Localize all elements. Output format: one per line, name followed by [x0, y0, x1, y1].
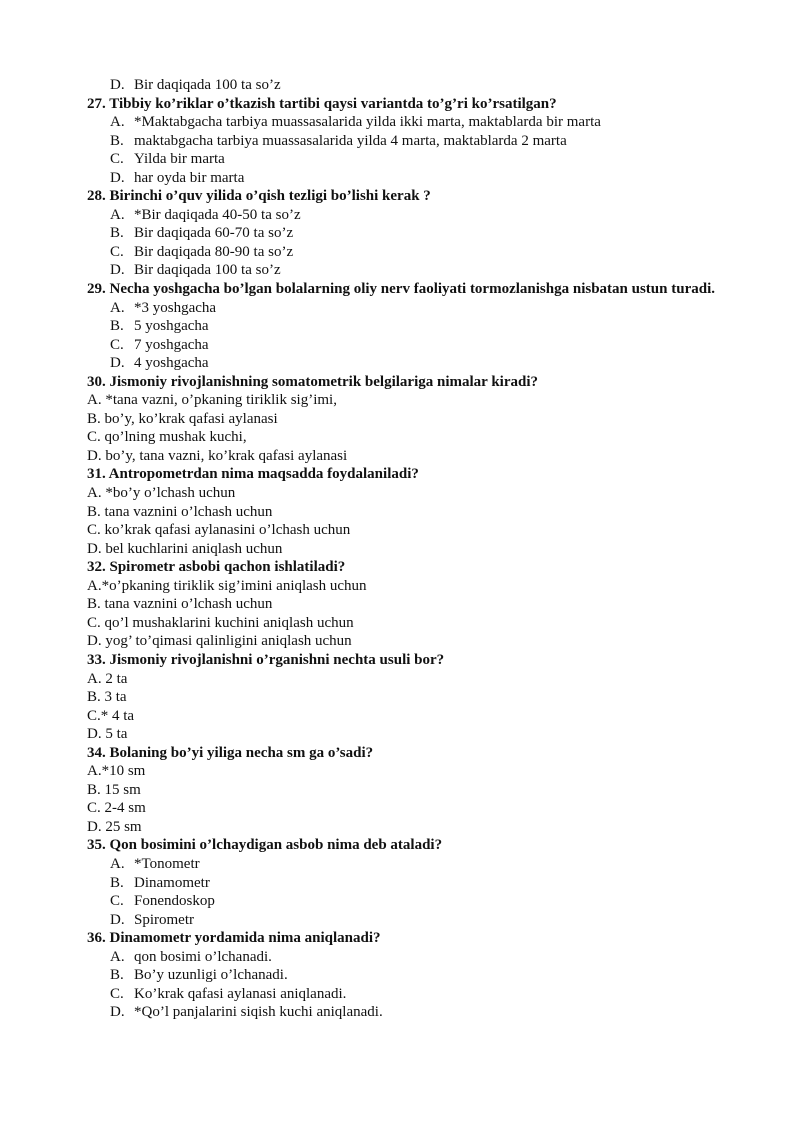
question-text: 27. Tibbiy ko’riklar o’tkazish tartibi qaysi variantda to’g’ri ko’rsatilgan? — [87, 95, 557, 112]
option-text: 4 yoshgacha — [134, 355, 209, 372]
answer-option — [0, 132, 800, 151]
option-text: Ko’krak qafasi aylanasi aniqlanadi. — [134, 985, 347, 1002]
question-text: 36. Dinamometr yordamida nima aniqlanadi? — [87, 930, 381, 947]
answer-option — [0, 966, 800, 985]
answer-option: D. 25 sm — [87, 818, 142, 835]
answer-option — [0, 150, 800, 169]
answer-option — [0, 243, 800, 262]
option-text: Bir daqiqada 80-90 ta so’z — [134, 243, 294, 260]
answer-option — [0, 1003, 800, 1022]
answer-option — [0, 336, 800, 355]
answer-option — [0, 948, 800, 967]
option-letter: A. — [110, 114, 125, 131]
answer-option: D. 5 ta — [87, 726, 128, 743]
answer-option: C.* 4 ta — [87, 707, 135, 724]
question-text: 28. Birinchi o’quv yilida o’qish tezligi bo’lishi kerak ? — [87, 188, 431, 205]
answer-option: B. bo’y, ko’krak qafasi aylanasi — [87, 410, 278, 427]
option-letter: B. — [110, 318, 124, 335]
option-letter: C. — [110, 893, 124, 910]
option-letter: C. — [110, 151, 124, 168]
option-text: har oyda bir marta — [134, 169, 245, 186]
question-text: 33. Jismoniy rivojlanishni o’rganishni nechta usuli bor? — [87, 651, 445, 668]
option-letter: B. — [110, 967, 124, 984]
option-text: 7 yoshgacha — [134, 336, 209, 353]
option-letter: B. — [110, 132, 124, 149]
option-letter: D. — [110, 355, 125, 372]
answer-option: B. tana vaznini o’lchash uchun — [87, 503, 273, 520]
answer-option: A. 2 ta — [87, 670, 128, 687]
question-text: 32. Spirometr asbobi qachon ishlatiladi? — [87, 559, 346, 576]
option-text: Bo’y uzunligi o’lchanadi. — [134, 967, 288, 984]
option-text: Yilda bir marta — [134, 151, 225, 168]
question-text: 35. Qon bosimini o’lchaydigan asbob nima deb ataladi? — [87, 837, 443, 854]
answer-option — [0, 261, 800, 280]
option-letter: A. — [110, 206, 125, 223]
option-text: *3 yoshgacha — [134, 299, 217, 316]
option-text: *Maktabgacha tarbiya muassasalarida yilda ikki marta, maktablarda bir marta — [134, 114, 601, 131]
option-letter: A. — [110, 855, 125, 872]
option-text: qon bosimi o’lchanadi. — [134, 948, 272, 965]
option-text: maktabgacha tarbiya muassasalarida yilda 4 marta, maktablarda 2 marta — [134, 132, 567, 149]
answer-option — [0, 354, 800, 373]
answer-option: B. 15 sm — [87, 781, 141, 798]
option-letter: A. — [110, 299, 125, 316]
option-text: *Bir daqiqada 40-50 ta so’z — [134, 206, 301, 223]
answer-option: C. qo’l mushaklarini kuchini aniqlash uchun — [87, 614, 354, 631]
answer-option — [0, 855, 800, 874]
answer-option: C. qo’lning mushak kuchi, — [87, 429, 247, 446]
answer-option — [0, 892, 800, 911]
option-text: Bir daqiqada 100 ta so’z — [134, 262, 281, 279]
option-letter: A. — [110, 948, 125, 965]
question-text: 30. Jismoniy rivojlanishning somatometrik belgilariga nimalar kiradi? — [87, 373, 538, 390]
question-text: 31. Antropometrdan nima maqsadda foydalaniladi? — [87, 466, 419, 483]
document-page — [0, 76, 800, 1022]
answer-option — [0, 113, 800, 132]
answer-option — [0, 169, 800, 188]
option-letter: B. — [110, 874, 124, 891]
answer-option — [0, 206, 800, 225]
answer-option — [0, 911, 800, 930]
option-letter: C. — [110, 336, 124, 353]
option-text: Bir daqiqada 100 ta so’z — [134, 77, 281, 93]
answer-option: D. bo’y, tana vazni, ko’krak qafasi aylanasi — [87, 447, 348, 464]
answer-option: A. *tana vazni, o’pkaning tiriklik sig’imi, — [87, 392, 337, 409]
option-letter: D. — [110, 77, 125, 93]
option-letter: C. — [110, 985, 124, 1002]
option-text: Bir daqiqada 60-70 ta so’z — [134, 225, 294, 242]
option-text: Fonendoskop — [134, 893, 215, 910]
option-letter: B. — [110, 225, 124, 242]
question-text: 34. Bolaning bo’yi yiliga necha sm ga o’sadi? — [87, 744, 374, 761]
answer-option: B. tana vaznini o’lchash uchun — [87, 596, 273, 613]
option-letter: D. — [110, 911, 125, 928]
answer-option: D. bel kuchlarini aniqlash uchun — [87, 540, 283, 557]
answer-option — [0, 985, 800, 1004]
answer-option — [0, 317, 800, 336]
option-letter: D. — [110, 262, 125, 279]
option-text: *Qo’l panjalarini siqish kuchi aniqlanadi. — [134, 1004, 383, 1021]
answer-option: C. 2-4 sm — [87, 800, 146, 817]
answer-option: A.*o’pkaning tiriklik sig’imini aniqlash uchun — [87, 577, 367, 594]
option-letter: C. — [110, 243, 124, 260]
option-text: 5 yoshgacha — [134, 318, 209, 335]
answer-option — [0, 224, 800, 243]
answer-option: C. ko’krak qafasi aylanasini o’lchash uchun — [87, 522, 351, 539]
option-text: Dinamometr — [134, 874, 210, 891]
answer-option: D. yog’ to’qimasi qalinligini aniqlash uchun — [87, 633, 352, 650]
answer-option: B. 3 ta — [87, 689, 127, 706]
option-letter: D. — [110, 1004, 125, 1021]
option-letter: D. — [110, 169, 125, 186]
question-text: 29. Necha yoshgacha bo’lgan bolalarning oliy nerv faoliyati tormozlanishga nisbatan ustun turadi. — [87, 281, 715, 298]
option-text: *Tonometr — [134, 855, 200, 872]
answer-option — [0, 76, 800, 95]
answer-option — [0, 874, 800, 893]
answer-option: A.*10 sm — [87, 763, 146, 780]
answer-option: A. *bo’y o’lchash uchun — [87, 485, 236, 502]
answer-option — [0, 299, 800, 318]
option-text: Spirometr — [134, 911, 194, 928]
